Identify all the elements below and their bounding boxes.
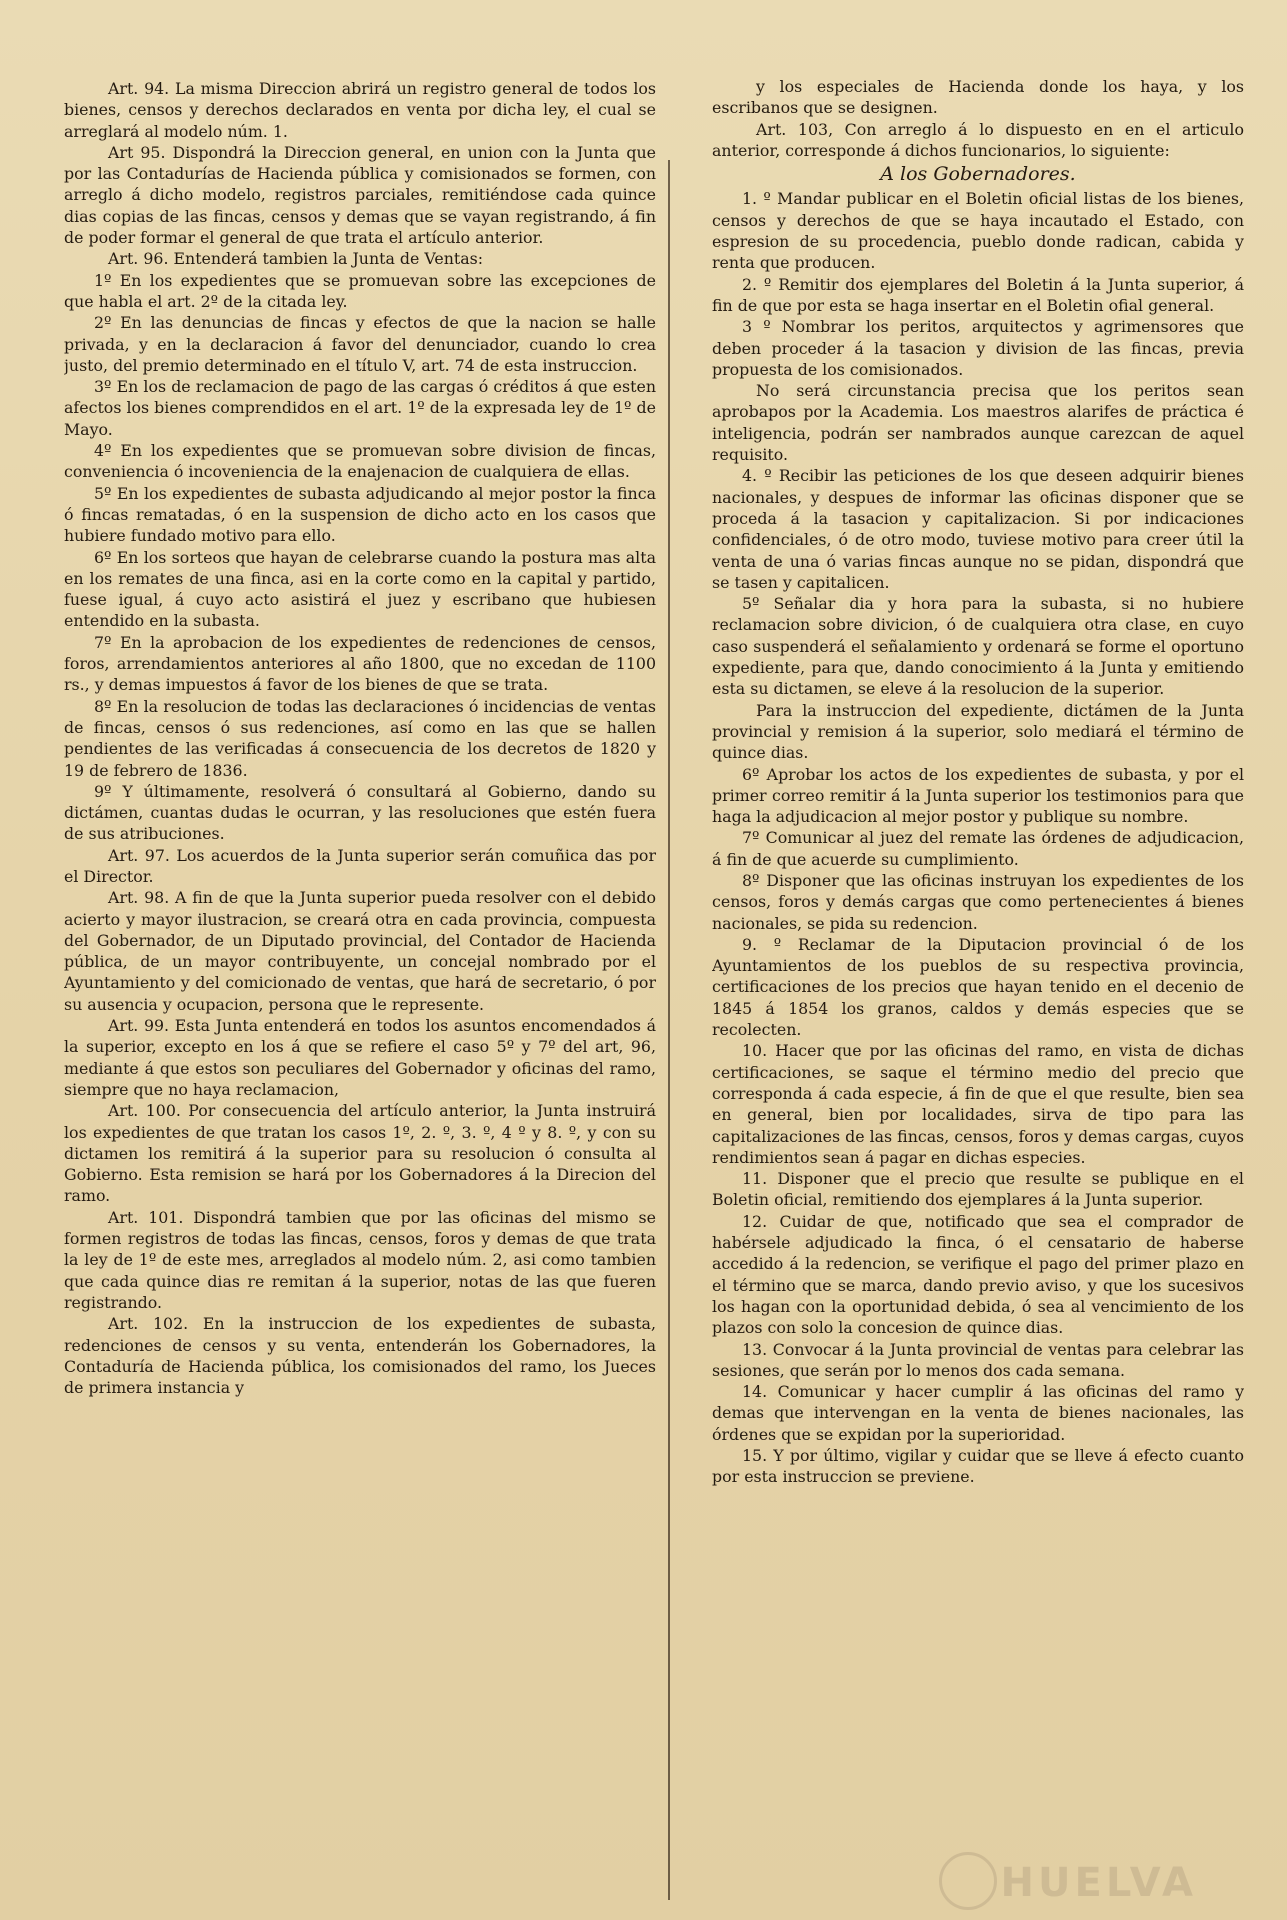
article-103: Art. 103, Con arreglo á lo dispuesto en en el articulo anterior, corresponde á dichos funcionarios, lo siguiente: (712, 119, 1244, 160)
article-98: Art. 98. A fin de que la Junta superior pueda resolver con el debido acierto y mayor ilustracion, se creará otra en cada provincia, compuesta del Gobernador, de un Diputado provincial, del Contador de Hacienda pública, de un mayor contribuyente, un concejal nombrado por el Ayuntamiento y del comicionado de ventas, que hará de secretario, ó por su ausencia y ocupacion, persona que le represente. (64, 888, 656, 1014)
article-101: Art. 101. Dispondrá tambien que por las oficinas del mismo se formen registros de todas las fincas, censos, foros y demas de que trata la ley de 1º de este mes, arreglados al modelo núm. 2, asi como tambien que cada quince dias re remitan á la superior, notas de las que fueren registrando. (64, 1207, 656, 1312)
article-96-item-1: 1º En los expedientes que se promuevan sobre las excepciones de que habla el art. 2º de la citada ley. (64, 270, 656, 311)
governor-duty-10: 10. Hacer que por las oficinas del ramo, en vista de dichas certificaciones, se saque el término medio del precio que corresponda á cada especie, á fin de que el que resulte, bien sea en general, bien por localidades, sirva de tipo para las capitalizaciones de las fincas, censos, foros y demas cargas, cuyos rendimientos sean á pagar en dichas especies. (712, 1041, 1244, 1167)
governor-duty-8: 8º Disponer que las oficinas instruyan los expedientes de los censos, foros y demás cargas que como pertenecientes á bienes nacionales, se pida su redencion. (712, 870, 1244, 933)
governor-duty-1: 1. º Mandar publicar en el Boletin oficial listas de los bienes, censos y derechos de que se haya incautado el Estado, con espresion de su procedencia, pueblo donde radican, cabida y renta que producen. (712, 189, 1244, 273)
governor-duty-3: 3 º Nombrar los peritos, arquitectos y agrimensores que deben proceder á la tasacion y division de las fincas, previa propuesta de los comisionados. (712, 317, 1244, 379)
governor-duty-2: 2. º Remitir dos ejemplares del Boletin á la Junta superior, á fin de que por esta se haga insertar en el Boletin ofial general. (712, 274, 1244, 315)
governor-duty-13: 13. Convocar á la Junta provincial de ventas para celebrar las sesiones, que serán por lo menos dos cada semana. (712, 1339, 1244, 1380)
article-96-item-2: 2º En las denuncias de fincas y efectos de que la nacion se halle privada, y en la declaracion á favor del denunciador, cuando lo crea justo, del premio determinado en el título V, art. 74 de esta instruccion. (64, 313, 656, 375)
right-column (712, 76, 1244, 1890)
governor-duty-14: 14. Comunicar y hacer cumplir á las oficinas del ramo y demas que intervengan en la venta de bienes nacionales, las órdenes que se expidan por la superioridad. (712, 1382, 1244, 1444)
governor-duty-6: 6º Aprobar los actos de los expedientes de subasta, y por el primer correo remitir á la Junta superior los testimonios para que haga la adjudicacion al mejor postor y publique su nombre. (712, 764, 1244, 827)
article-96: Art. 96. Entenderá tambien la Junta de Ventas: (108, 249, 484, 269)
governor-duty-9: 9. º Reclamar de la Diputacion provincial ó de los Ayuntamientos de los pueblos de su respectiva provincia, certificaciones de los precios que hayan tenido en el decenio de 1845 á 1854 los granos, caldos y demás especies que se recolecten. (712, 934, 1244, 1040)
governor-duty-4: 4. º Recibir las peticiones de los que deseen adquirir bienes nacionales, y despues de informar las oficinas disponer que se proceda á la tasacion y capitalizacion. Si por indicaciones confidenciales, ó de otro modo, tuviese motivo para creer útil la venta de una ó varias fincas aunque no se pidan, dispondrá que se tasen y capitalicen. (712, 466, 1244, 592)
article-102-continued: y los especiales de Hacienda donde los haya, y los escribanos que se designen. (712, 77, 1244, 118)
governor-duty-7: 7º Comunicar al juez del remate las órdenes de adjudicacion, á fin de que acuerde su cumplimiento. (712, 828, 1244, 869)
section-heading: A los Gobernadores. (880, 163, 1076, 186)
governor-duty-11: 11. Disponer que el precio que resulte se publique en el Boletin oficial, remitiendo dos ejemplares á la Junta superior. (712, 1169, 1244, 1210)
article-96-item-6: 6º En los sorteos que hayan de celebrarse cuando la postura mas alta en los remates de una finca, asi en la corte como en la capital y partido, fuese igual, á cuyo acto asistirá el juez y escribano que hubiesen entendido en la subasta. (64, 547, 656, 631)
watermark-seal-icon (939, 1852, 997, 1910)
article-97: Art. 97. Los acuerdos de la Junta superior serán comuñica das por el Director. (64, 845, 656, 886)
governor-duty-5-note: Para la instruccion del expediente, dictámen de la Junta provincial y remision á la superior, solo mediará el término de quince dias. (712, 700, 1244, 763)
article-96-item-7: 7º En la aprobacion de los expedientes de redenciones de censos, foros, arrendamientos anteriores al año 1800, que no excedan de 1100 rs., y demas impuestos á favor de los bienes de que se trata. (64, 632, 656, 695)
article-95: Art 95. Dispondrá la Direccion general, en union con la Junta que por las Contadurías de Hacienda pública y comisionados se formen, con arreglo á dicho modelo, registros parciales, remitiéndose cada quince dias copias de las fincas, censos y demas que se vayan registrando, á fin de poder formar el general de que trata el artículo anterior. (64, 142, 656, 248)
governor-duty-12: 12. Cuidar de que, notificado que sea el comprador de habérsele adjudicado la finca, ó el censatario de haberse accedido á la redencion, se verifique el pago del primer plazo en el término que se marca, dando previo aviso, y que los sucesivos los hagan con la oportunidad debida, ó sea al vencimiento de los plazos con solo la concesion de quince dias. (712, 1211, 1244, 1338)
governor-duty-5: 5º Señalar dia y hora para la subasta, si no hubiere reclamacion sobre divicion, ó de cualquiera otra clase, en cuyo caso suspenderá el señalamiento y ordenará se forme el oportuno expediente, para que, dando conocimiento á la Junta y emitiendo esta su dictamen, se eleve á la resolucion de la superior. (712, 594, 1244, 699)
article-99: Art. 99. Esta Junta entenderá en todos los asuntos encomendados á la superior, excepto en los á que se refiere el caso 5º y 7º del art, 96, mediante á que estos son peculiares del Gobernador y oficinas del ramo, siempre que no haya reclamacion, (64, 1016, 656, 1099)
governor-duty-3-note: No será circunstancia precisa que los peritos sean aprobapos por la Academia. Los maestros alarifes de práctica é inteligencia, podrán ser nambrados aunque carezcan de aquel requisito. (712, 381, 1244, 465)
article-102: Art. 102. En la instruccion de los expedientes de subasta, redenciones de censos y su venta, entenderán los Gobernadores, la Contaduría de Hacienda pública, los comisionados del ramo, los Jueces de primera instancia y (64, 1314, 656, 1398)
article-96-item-5: 5º En los expedientes de subasta adjudicando al mejor postor la finca ó fincas rematadas, ó en la suspension de dicho acto en los casos que hubiere fundado motivo para ello. (64, 483, 656, 546)
article-100: Art. 100. Por consecuencia del artículo anterior, la Junta instruirá los expedientes de que tratan los casos 1º, 2. º, 3. º, 4 º y 8. º, y con su dictamen los remitirá á la superior para su resolucion ó consulta al Gobierno. Esta remision se hará por los Gobernadores á la Direcion del ramo. (64, 1101, 656, 1206)
article-96-item-8: 8º En la resolucion de todas las declaraciones ó incidencias de ventas de fincas, censos ó sus redenciones, así como en las que se hallen pendientes de las verificadas á consecuencia de los decretos de 1820 y 19 de febrero de 1836. (64, 696, 656, 780)
watermark: HUELVA (1000, 1860, 1197, 1906)
left-column (64, 78, 656, 1890)
article-96-item-9: 9º Y últimamente, resolverá ó consultará al Gobierno, dando su dictámen, cuantas dudas le ocurran, y las resoluciones que estén fuera de sus atribuciones. (64, 781, 656, 844)
governor-duty-15: 15. Y por último, vigilar y cuidar que se lleve á efecto cuanto por esta instruccion se previene. (712, 1446, 1244, 1487)
column-divider (668, 160, 670, 1900)
article-96-item-3: 3º En los de reclamacion de pago de las cargas ó créditos á que esten afectos los bienes comprendidos en el art. 1º de la expresada ley de 1º de Mayo. (64, 377, 656, 439)
article-96-item-4: 4º En los expedientes que se promuevan sobre division de fincas, conveniencia ó incoveniencia de la enajenacion de cualquiera de ellas. (64, 441, 656, 482)
article-94: Art. 94. La misma Direccion abrirá un registro general de todos los bienes, censos y derechos declarados en venta por dicha ley, el cual se arreglará al modelo núm. 1. (64, 79, 656, 141)
